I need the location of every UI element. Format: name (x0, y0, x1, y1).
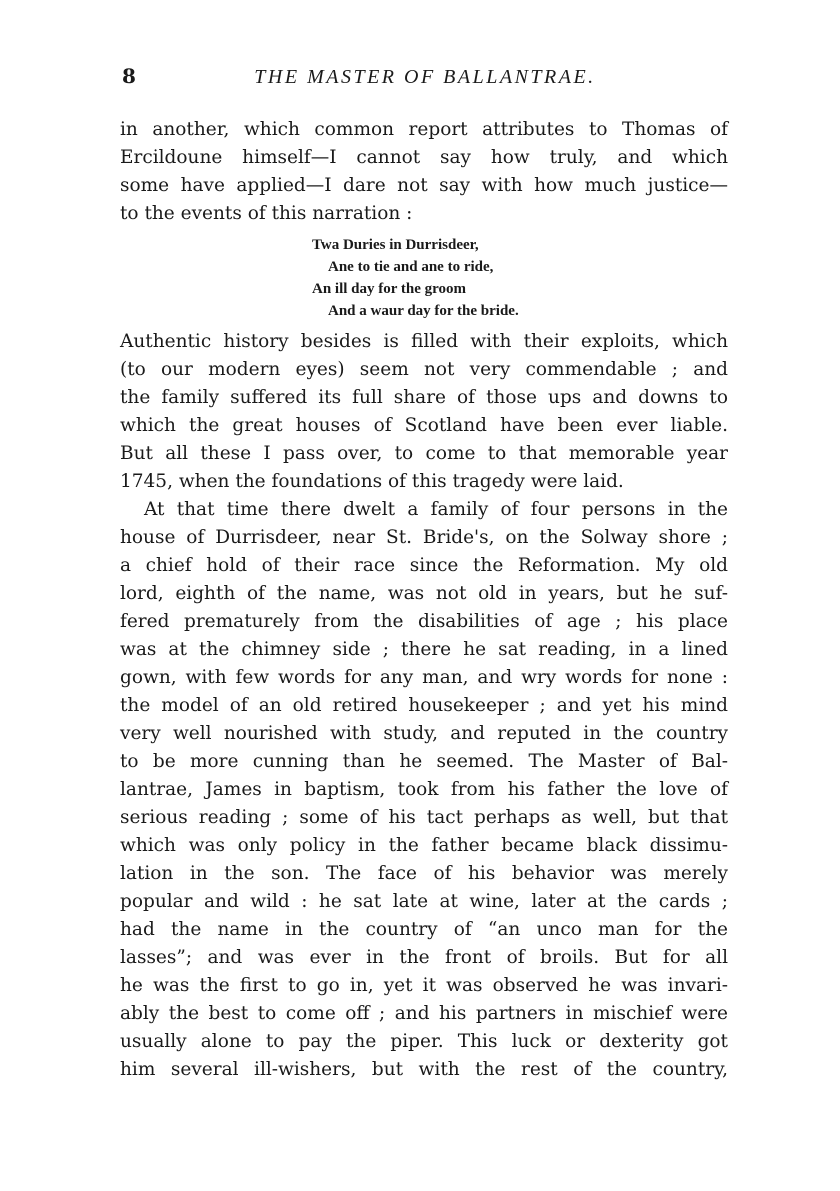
text-line: to the events of this narration : (120, 203, 413, 224)
paragraph (120, 496, 728, 1084)
text-line: lation in the son. The face of his behavior was merely (120, 863, 728, 884)
paragraph (120, 328, 728, 496)
text-line: he was the first to go in, yet it was observed he was invari- (120, 975, 728, 996)
text-line: gown, with few words for any man, and wry words for none : (120, 667, 728, 688)
running-title: THE MASTER OF BALLANTRAE. (254, 66, 596, 88)
verse-quotation (312, 234, 728, 322)
page-body (120, 116, 728, 1084)
text-line: lasses”; and was ever in the front of broils. But for all (120, 947, 728, 968)
text-line: the model of an old retired housekeeper ; and yet his mind (120, 695, 728, 716)
paragraph (120, 116, 728, 228)
text-line: Authentic history besides is filled with their exploits, which (120, 331, 728, 352)
verse-line: An ill day for the groom (312, 281, 467, 297)
text-line: a chief hold of their race since the Reformation. My old (120, 555, 728, 576)
text-line: him several ill-wishers, but with the rest of the country, (120, 1059, 728, 1080)
text-line: which the great houses of Scotland have been ever liable. (120, 415, 728, 436)
text-line: to be more cunning than he seemed. The Master of Bal- (120, 751, 728, 772)
text-line: the family suffered its full share of those ups and downs to (120, 387, 728, 408)
verse-line: And a waur day for the bride. (328, 303, 519, 319)
text-line: But all these I pass over, to come to that memorable year (120, 443, 728, 464)
text-line: ably the best to come off ; and his partners in mischief were (120, 1003, 728, 1024)
text-line: very well nourished with study, and reputed in the country (120, 723, 728, 744)
verse-line: Twa Duries in Durrisdeer, (312, 237, 479, 253)
text-line: fered prematurely from the disabilities of age ; his place (120, 611, 728, 632)
page-header (122, 56, 728, 96)
text-line: had the name in the country of “an unco man for the (120, 919, 728, 940)
text-line: Ercildoune himself—I cannot say how truly, and which (120, 147, 728, 168)
text-line: which was only policy in the father became black dissimu- (120, 835, 728, 856)
text-line: in another, which common report attributes to Thomas of (120, 119, 728, 140)
text-line: serious reading ; some of his tact perhaps as well, but that (120, 807, 728, 828)
text-line: lantrae, James in baptism, took from his father the love of (120, 779, 728, 800)
text-line: At that time there dwelt a family of four persons in the (144, 499, 728, 520)
text-line: house of Durrisdeer, near St. Bride's, on the Solway shore ; (120, 527, 728, 548)
page-number: 8 (122, 64, 136, 88)
text-line: some have applied—I dare not say with how much justice— (120, 175, 728, 196)
verse-line: Ane to tie and ane to ride, (328, 259, 494, 275)
text-line: popular and wild : he sat late at wine, later at the cards ; (120, 891, 728, 912)
text-line: was at the chimney side ; there he sat reading, in a lined (120, 639, 728, 660)
text-line: usually alone to pay the piper. This luck or dexterity got (120, 1031, 728, 1052)
text-line: 1745, when the foundations of this tragedy were laid. (120, 471, 624, 492)
text-line: (to our modern eyes) seem not very commendable ; and (120, 359, 728, 380)
text-line: lord, eighth of the name, was not old in years, but he suf- (120, 583, 728, 604)
